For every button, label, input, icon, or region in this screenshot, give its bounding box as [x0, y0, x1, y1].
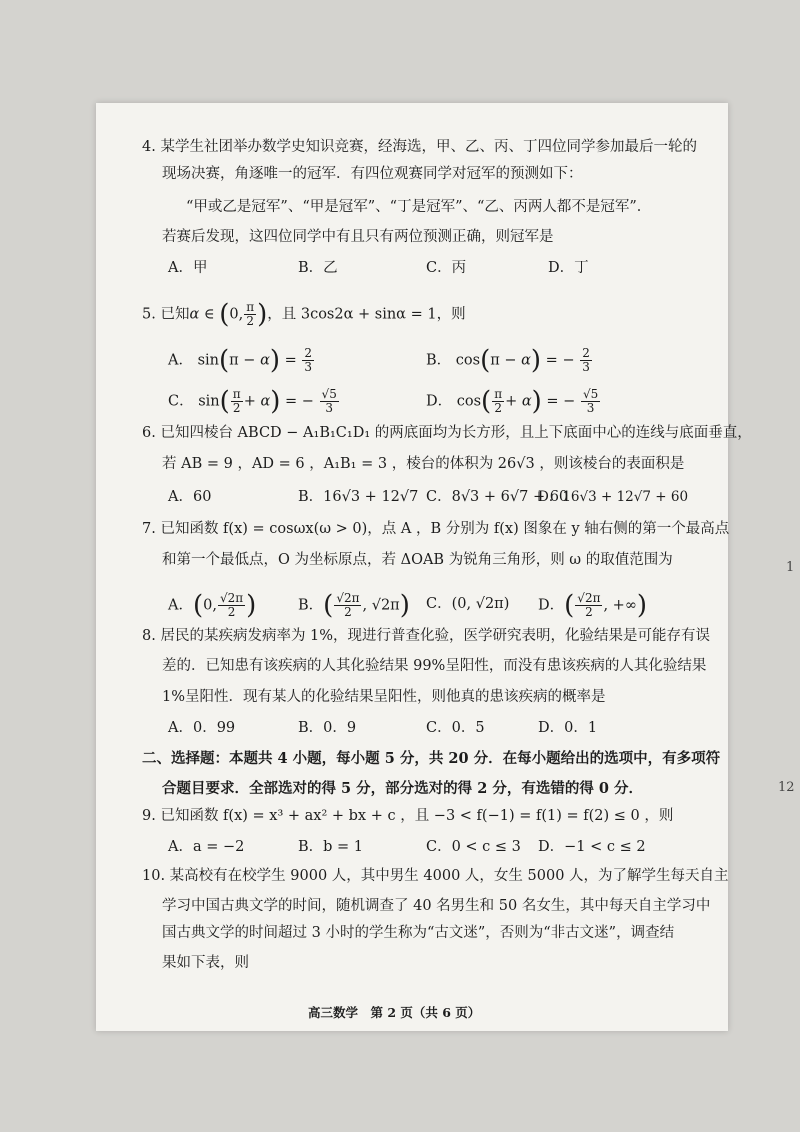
q9-line1: 9. 已知函数 f(x) = x³ + ax² + bx + c ，且 −3 < f(−1) = f(1) = f(2) ≤ 0 ，则 [142, 808, 674, 824]
section2-line2: 合题目要求．全部选对的得 5 分，部分选对的得 2 分，有选错的得 0 分． [162, 780, 644, 797]
q4-option-a: A．甲 [168, 260, 208, 276]
q10-line3: 国古典文学的时间超过 3 小时的学生称为“古文迷”，否则为“非古文迷”，调查结 [162, 925, 675, 941]
q8-line2: 差的．已知患有该疾病的人其化验结果 99%呈阳性，而没有患该疾病的人其化验结果 [162, 658, 707, 674]
q6-option-c: C．8√3 + 6√7 + 60 [426, 489, 569, 505]
q7-line2: 和第一个最低点，O 为坐标原点，若 ΔOAB 为锐角三角形，则 ω 的取值范围为 [162, 552, 673, 568]
q10-line4: 果如下表，则 [162, 955, 249, 971]
q4-option-b: B．乙 [298, 260, 338, 276]
q6-option-b: B．16√3 + 12√7 [298, 489, 419, 505]
q5-option-a: A． sin(π − α) = $\frac{2}{3}$ [168, 345, 313, 376]
q6-line1: 6. 已知四棱台 ABCD − A₁B₁C₁D₁ 的两底面均为长方形，且上下底面中心的连线与底面垂直， [142, 425, 752, 441]
page-footer: 高三数学 第 2 页（共 6 页） [308, 1005, 481, 1020]
q8-line1: 8. 居民的某疾病发病率为 1%，现进行普查化验，医学研究表明，化验结果是可能存有误 [142, 628, 711, 644]
margin-mark-1: 1 [786, 560, 795, 575]
q4-line3: “甲或乙是冠军”、“甲是冠军”、“丁是冠军”、“乙、丙两人都不是冠军”． [186, 199, 652, 215]
q4-option-d: D．丁 [548, 260, 589, 276]
q7-option-a: A．(0, $\frac{√2\pi}{2}$ ) [168, 590, 257, 621]
q5-option-b: B． cos(π − α) = − $\frac{2}{3}$ [426, 345, 590, 376]
section2-line1: 二、选择题：本题共 4 小题，每小题 5 分，共 20 分．在每小题给出的选项中，有多项符 [142, 750, 721, 767]
q8-line3: 1%呈阳性．现有某人的化验结果呈阳性，则他真的患该疾病的概率是 [162, 689, 606, 705]
q7-option-b: B．( $\frac{√2\pi}{2}$ , √2π) [298, 590, 410, 621]
q4-line1: 4. 某学生社团举办数学史知识竞赛，经海选，甲、乙、丙、丁四位同学参加最后一轮的 [142, 139, 697, 155]
q8-option-d: D．0．1 [538, 720, 598, 736]
q5-option-c: C． sin( $\frac{\pi}{2}$ + α) = − $\frac{√5}{3}$ [168, 386, 337, 417]
q4-line4: 若赛后发现，这四位同学中有且只有两位预测正确，则冠军是 [162, 229, 554, 245]
q5-option-d: D． cos( $\frac{\pi}{2}$ + α) = − $\frac{√5}{3}$ [426, 386, 599, 417]
q9-option-b: B．b = 1 [298, 839, 364, 855]
q4-line2: 现场决赛，角逐唯一的冠军．有四位观赛同学对冠军的预测如下： [162, 166, 583, 182]
q6-option-d: D．16√3 + 12√7 + 60 [538, 489, 689, 505]
q6-line2: 若 AB = 9 ，AD = 6 ，A₁B₁ = 3 ，棱台的体积为 26√3 ，则该棱台的表面积是 [162, 456, 685, 472]
q10-line1: 10. 某高校有在校学生 9000 人，其中男生 4000 人，女生 5000 人，为了解学生每天自主 [142, 868, 729, 884]
q5-stem: 5. 已知α ∈ (0, $\frac{\pi}{2}$ )，且 3cos2α + sinα = 1，则 [142, 299, 466, 330]
q7-option-c: C．(0, √2π) [426, 596, 510, 612]
q5-condition: ，且 3cos2α + sinα = 1，则 [267, 306, 466, 323]
q9-option-c: C．0 < c ≤ 3 [426, 839, 521, 855]
q6-option-a: A．60 [168, 489, 212, 505]
q9-option-d: D．−1 < c ≤ 2 [538, 839, 646, 855]
margin-mark-2: 12 [778, 780, 795, 795]
q8-option-b: B．0．9 [298, 720, 357, 736]
q4-option-c: C．丙 [426, 260, 467, 276]
q7-option-d: D．( $\frac{√2\pi}{2}$ , +∞) [538, 590, 648, 621]
q8-option-c: C．0．5 [426, 720, 485, 736]
q8-option-a: A．0．99 [168, 720, 236, 736]
q7-line1: 7. 已知函数 f(x) = cosωx(ω > 0)，点 A ，B 分别为 f(x) 图象在 y 轴右侧的第一个最高点 [142, 521, 730, 537]
q10-line2: 学习中国古典文学的时间，随机调查了 40 名男生和 50 名女生，其中每天自主学习中 [162, 898, 711, 914]
q9-option-a: A．a = −2 [168, 839, 245, 855]
q5-number: 5. 已知 [142, 306, 190, 323]
